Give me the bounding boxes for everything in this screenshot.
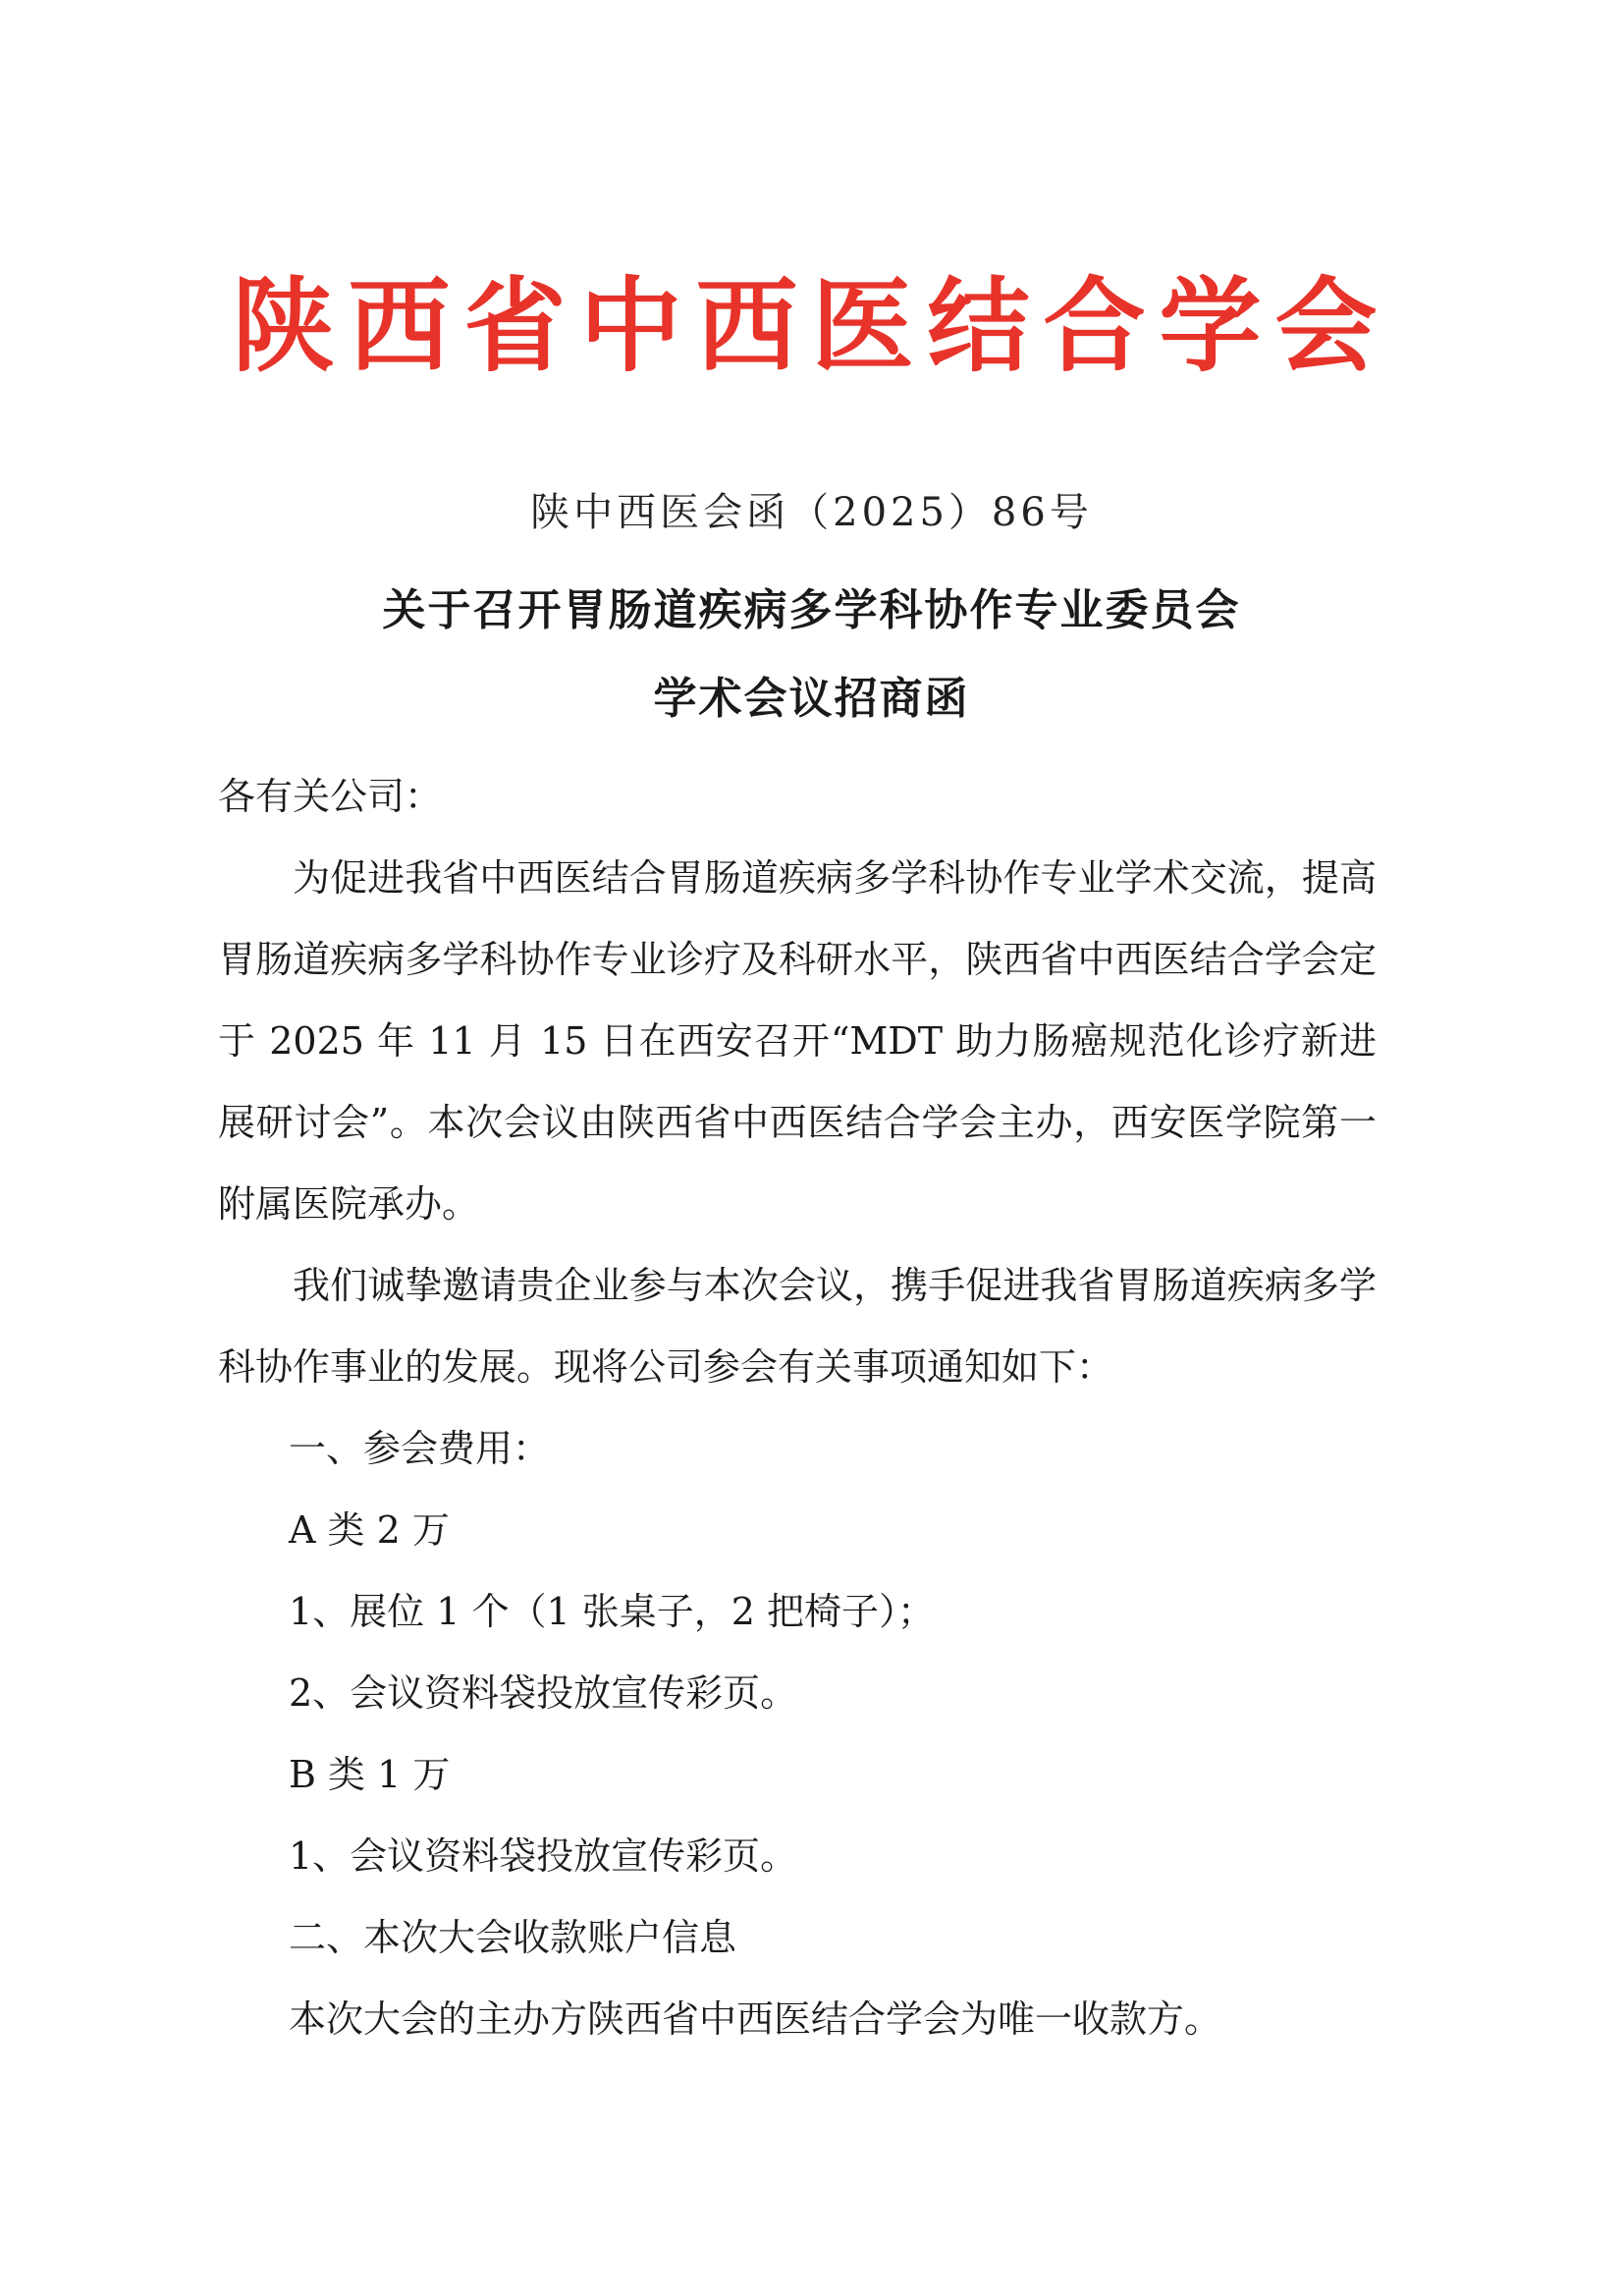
section-account-heading: 二、本次大会收款账户信息	[289, 1916, 737, 1959]
salutation: 各有关公司：	[218, 775, 443, 818]
section-account-text: 本次大会的主办方陕西省中西医结合学会为唯一收款方。	[289, 1997, 1222, 2041]
class-a-item-2: 2、会议资料袋投放宣传彩页。	[289, 1671, 798, 1715]
section-fees-heading: 一、参会费用：	[289, 1427, 551, 1470]
document-number: 陕中西医会函（2025）86号	[530, 490, 1093, 535]
class-a-label: A 类 2 万	[289, 1508, 450, 1552]
paragraph-invitation: 我们诚挚邀请贵企业参与本次会议，携手促进我省胃肠道疾病多学科协作事业的发展。现将公司参会有关事项通知如下：	[218, 1264, 1377, 1389]
class-a-item-1: 1、展位 1 个（1 张桌子，2 把椅子）；	[289, 1590, 936, 1633]
letter-title-line-1: 关于召开胃肠道疾病多学科协作专业委员会	[382, 585, 1241, 635]
organization-header: 陕西省中西医结合学会	[232, 265, 1391, 386]
class-b-label: B 类 1 万	[289, 1753, 451, 1796]
paragraph-intro: 为促进我省中西医结合胃肠道疾病多学科协作专业学术交流，提高胃肠道疾病多学科协作专业诊疗及科研水平，陕西省中西医结合学会定于 2025 年 11 月 15 日在西安召开“MDT 助力肠癌规范化诊疗新进展研讨会”。本次会议由陕西省中西医结合学会主办，西安医学院第一附属医院承办。	[218, 856, 1377, 1226]
letter-body	[218, 756, 1377, 2060]
class-b-item-1: 1、会议资料袋投放宣传彩页。	[289, 1834, 798, 1878]
letter-title-line-2: 学术会议招商函	[653, 674, 970, 724]
